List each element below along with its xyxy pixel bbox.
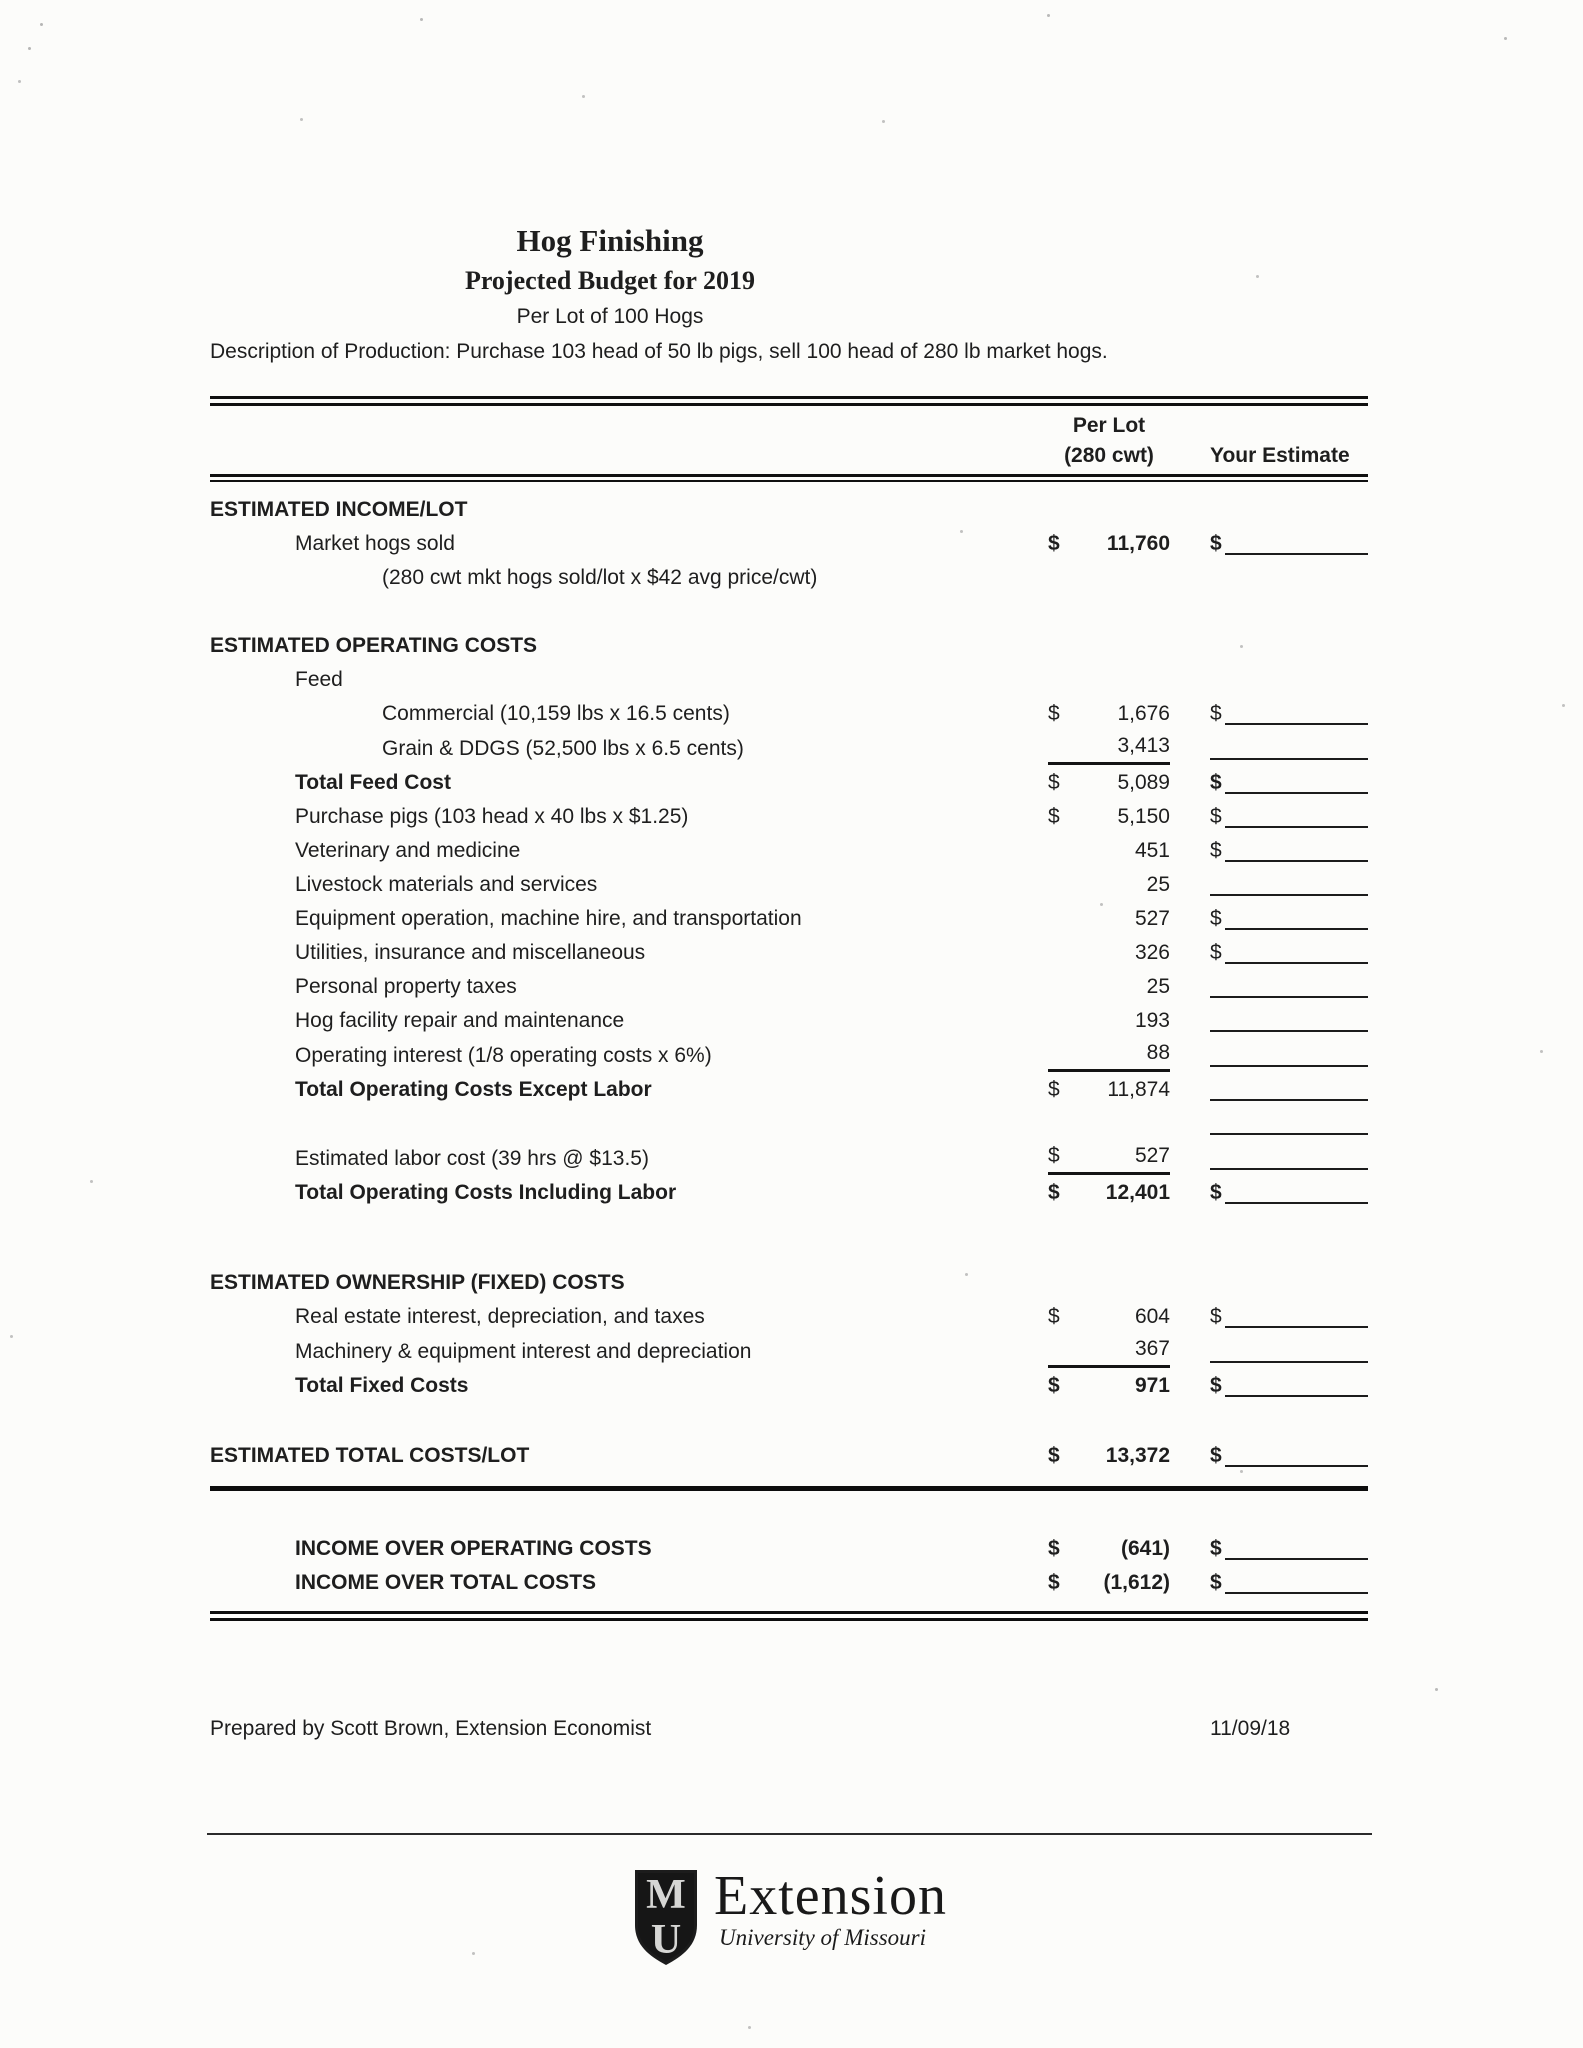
row-label: Real estate interest, depreciation, and taxes xyxy=(295,1305,705,1328)
per-lot-cell xyxy=(1048,1370,1170,1402)
table-row xyxy=(210,765,1368,799)
your-estimate-cell xyxy=(1210,1133,1368,1140)
estimate-write-line xyxy=(1225,1592,1368,1594)
scan-noise xyxy=(420,18,423,21)
per-lot-value: 527 xyxy=(1134,1144,1170,1167)
per-lot-cell xyxy=(1048,698,1170,730)
per-lot-unit: (280 cwt) xyxy=(1064,444,1154,467)
your-estimate-cell xyxy=(1210,996,1368,1003)
your-estimate-cell xyxy=(1210,937,1368,969)
row-label: Total Operating Costs Including Labor xyxy=(295,1181,677,1204)
table-row xyxy=(210,1003,1368,1037)
spacer-row xyxy=(210,594,1368,628)
spacer-row xyxy=(210,1491,1368,1531)
logo-text xyxy=(714,1867,947,1951)
estimate-write-line xyxy=(1225,1202,1368,1204)
your-estimate-cell xyxy=(1210,835,1368,867)
your-estimate-cell xyxy=(1210,894,1368,901)
per-lot-value: 451 xyxy=(1134,839,1170,862)
estimate-dollar-sign: $ xyxy=(1210,702,1222,725)
logo-tagline: University of Missouri xyxy=(719,1925,926,1950)
row-label: Equipment operation, machine hire, and transportation xyxy=(295,907,802,930)
estimate-write-line xyxy=(1225,1395,1368,1397)
per-lot-value: 3,413 xyxy=(1117,734,1170,757)
estimate-write-line xyxy=(1225,792,1368,794)
estimate-write-line xyxy=(1225,826,1368,828)
per-lot-value: 13,372 xyxy=(1105,1444,1170,1467)
your-estimate-cell xyxy=(1210,1065,1368,1072)
table-row xyxy=(210,1140,1368,1175)
estimate-write-line xyxy=(1210,1065,1368,1067)
table-row xyxy=(210,1299,1368,1333)
extension-wordmark: Extension xyxy=(714,1865,947,1927)
row-label: Total Operating Costs Except Labor xyxy=(295,1078,652,1101)
row-label: Commercial (10,159 lbs x 16.5 cents) xyxy=(382,702,730,725)
table-row xyxy=(210,662,1368,696)
per-lot-value: 1,676 xyxy=(1117,702,1170,725)
estimate-write-line xyxy=(1225,723,1368,725)
doc-description: Description of Production: Purchase 103 head of 50 lb pigs, sell 100 head of 280 lb market hogs. xyxy=(210,340,1108,363)
estimate-dollar-sign: $ xyxy=(1210,1571,1222,1594)
estimate-dollar-sign: $ xyxy=(1210,1305,1222,1328)
estimate-write-line xyxy=(1225,1558,1368,1560)
row-label: ESTIMATED OWNERSHIP (FIXED) COSTS xyxy=(210,1271,625,1294)
footer-date: 11/09/18 xyxy=(1210,1717,1291,1740)
row-label: Purchase pigs (103 head x 40 lbs x $1.25) xyxy=(295,805,689,828)
shield-letter-m: M xyxy=(646,1872,686,1918)
your-estimate-cell xyxy=(1210,1301,1368,1333)
your-estimate-cell xyxy=(1210,1370,1368,1402)
estimate-write-line xyxy=(1210,1030,1368,1032)
your-estimate-cell xyxy=(1210,698,1368,730)
estimate-write-line xyxy=(1225,1465,1368,1467)
dollar-sign: $ xyxy=(1048,1305,1060,1328)
table-row xyxy=(210,730,1368,765)
table-row xyxy=(210,560,1368,594)
estimate-write-line xyxy=(1210,1168,1368,1170)
row-label: Total Feed Cost xyxy=(295,771,451,794)
per-lot-value: 11,760 xyxy=(1106,532,1170,555)
row-label: Utilities, insurance and miscellaneous xyxy=(295,941,646,964)
your-estimate-cell xyxy=(1210,1533,1368,1565)
your-estimate-cell xyxy=(1210,801,1368,833)
per-lot-value: 971 xyxy=(1134,1374,1170,1397)
table-row xyxy=(210,1565,1368,1599)
your-estimate-cell xyxy=(1210,903,1368,935)
per-lot-value: 12,401 xyxy=(1105,1181,1170,1204)
footer-prepared-by: Prepared by Scott Brown, Extension Economist xyxy=(210,1717,652,1740)
table-column-headers xyxy=(210,406,1368,474)
dollar-sign: $ xyxy=(1048,1144,1060,1167)
row-label: ESTIMATED INCOME/LOT xyxy=(210,498,468,521)
row-label: INCOME OVER OPERATING COSTS xyxy=(295,1537,652,1560)
per-lot-cell xyxy=(1048,903,1170,935)
spacer-row xyxy=(210,1402,1368,1438)
table-row xyxy=(210,799,1368,833)
per-lot-value: 527 xyxy=(1134,907,1170,930)
row-label: Total Fixed Costs xyxy=(295,1374,469,1397)
per-lot-value: 25 xyxy=(1146,873,1170,896)
per-lot-value: 5,150 xyxy=(1117,805,1170,828)
column-header-per-lot xyxy=(1048,411,1170,471)
row-label: Machinery & equipment interest and depreciation xyxy=(295,1340,752,1363)
footer-divider xyxy=(207,1833,1372,1835)
per-lot-cell xyxy=(1048,801,1170,833)
row-label: Operating interest (1/8 operating costs x 6%) xyxy=(295,1044,712,1067)
column-header-your-estimate: Your Estimate xyxy=(1210,444,1350,467)
per-lot-cell xyxy=(1048,1177,1170,1209)
estimate-dollar-sign: $ xyxy=(1210,1444,1222,1467)
estimate-write-line xyxy=(1210,758,1368,760)
dollar-sign: $ xyxy=(1048,1181,1060,1204)
dollar-sign: $ xyxy=(1048,1571,1060,1594)
row-label: (280 cwt mkt hogs sold/lot x $42 avg price/cwt) xyxy=(382,566,818,589)
estimate-write-line xyxy=(1210,996,1368,998)
per-lot-value: 88 xyxy=(1146,1041,1170,1064)
estimate-dollar-sign: $ xyxy=(1210,532,1222,555)
dollar-sign: $ xyxy=(1048,771,1060,794)
your-estimate-cell xyxy=(1210,1177,1368,1209)
row-label: Hog facility repair and maintenance xyxy=(295,1009,625,1032)
estimate-dollar-sign: $ xyxy=(1210,907,1222,930)
estimate-write-line xyxy=(1225,860,1368,862)
per-lot-cell xyxy=(1048,1440,1170,1472)
table-top-rule xyxy=(210,396,1368,406)
per-lot-cell xyxy=(1048,1533,1170,1565)
your-estimate-cell xyxy=(1210,1567,1368,1599)
estimate-dollar-sign: $ xyxy=(1210,941,1222,964)
per-lot-cell xyxy=(1048,869,1170,901)
row-label: INCOME OVER TOTAL COSTS xyxy=(295,1571,597,1594)
dollar-sign: $ xyxy=(1048,702,1060,725)
per-lot-value: 25 xyxy=(1146,975,1170,998)
your-estimate-cell xyxy=(1210,1168,1368,1175)
row-label: Feed xyxy=(295,668,343,691)
document-header xyxy=(210,0,1108,365)
table-row xyxy=(210,1333,1368,1368)
table-row xyxy=(210,1531,1368,1565)
per-lot-value: 326 xyxy=(1134,941,1170,964)
table-row xyxy=(210,1438,1368,1472)
table-row xyxy=(210,1368,1368,1402)
table-rows xyxy=(210,492,1368,1621)
per-lot-cell xyxy=(1048,971,1170,1003)
per-lot-value: 11,874 xyxy=(1107,1078,1170,1101)
estimate-write-line xyxy=(1210,894,1368,896)
table-row xyxy=(210,526,1368,560)
table-row xyxy=(210,1265,1368,1299)
per-lot-label: Per Lot xyxy=(1072,414,1146,437)
estimate-dollar-sign: $ xyxy=(1210,1374,1222,1397)
your-estimate-cell xyxy=(1210,767,1368,799)
estimate-dollar-sign: $ xyxy=(1210,805,1222,828)
per-lot-value: 604 xyxy=(1134,1305,1170,1328)
estimate-write-line xyxy=(1210,1099,1368,1101)
dollar-sign: $ xyxy=(1048,805,1060,828)
your-estimate-cell xyxy=(1210,1099,1368,1106)
your-estimate-cell xyxy=(1210,758,1368,765)
per-lot-cell xyxy=(1048,1140,1170,1175)
shield-letter-u: U xyxy=(650,1917,682,1963)
doc-title: Hog Finishing xyxy=(516,223,704,258)
row-label: Estimated labor cost (39 hrs @ $13.5) xyxy=(295,1147,649,1170)
row-label: Livestock materials and services xyxy=(295,873,598,896)
per-lot-cell xyxy=(1048,1005,1170,1037)
doc-subtitle: Projected Budget for 2019 xyxy=(464,266,756,295)
spacer-row xyxy=(210,1106,1368,1140)
table-bottom-rule xyxy=(210,1611,1368,1621)
table-row xyxy=(210,833,1368,867)
row-label: Market hogs sold xyxy=(295,532,455,555)
dollar-sign: $ xyxy=(1048,1078,1060,1101)
spacer-row xyxy=(210,1209,1368,1265)
estimate-dollar-sign: $ xyxy=(1210,1181,1222,1204)
estimate-dollar-sign: $ xyxy=(1210,1537,1222,1560)
table-row xyxy=(210,696,1368,730)
estimate-write-line xyxy=(1225,928,1368,930)
row-label: Personal property taxes xyxy=(295,975,517,998)
row-label: ESTIMATED TOTAL COSTS/LOT xyxy=(210,1444,530,1467)
dollar-sign: $ xyxy=(1048,1537,1060,1560)
row-label: Grain & DDGS (52,500 lbs x 6.5 cents) xyxy=(382,737,744,760)
per-lot-cell xyxy=(1048,1333,1170,1368)
mu-shield-icon xyxy=(631,1867,701,1969)
table-header-rule xyxy=(210,474,1368,482)
your-estimate-cell xyxy=(1210,1030,1368,1037)
per-lot-value: 367 xyxy=(1134,1337,1170,1360)
per-lot-cell xyxy=(1048,767,1170,799)
per-lot-cell xyxy=(1048,528,1170,560)
per-lot-value: 5,089 xyxy=(1117,771,1170,794)
estimate-write-line xyxy=(1210,1133,1368,1135)
per-lot-cell xyxy=(1048,937,1170,969)
per-lot-value: 193 xyxy=(1134,1009,1170,1032)
table-row xyxy=(210,1175,1368,1209)
doc-unit-line: Per Lot of 100 Hogs xyxy=(516,305,704,328)
dollar-sign: $ xyxy=(1048,1444,1060,1467)
per-lot-value: (1,612) xyxy=(1103,1571,1170,1594)
per-lot-value: (641) xyxy=(1120,1537,1170,1560)
per-lot-cell xyxy=(1048,835,1170,867)
document-footer xyxy=(210,1715,1368,1743)
estimate-write-line xyxy=(1225,1326,1368,1328)
table-row xyxy=(210,1072,1368,1106)
per-lot-cell xyxy=(1048,1301,1170,1333)
table-row xyxy=(210,935,1368,969)
row-label: Veterinary and medicine xyxy=(295,839,521,862)
table-row xyxy=(210,867,1368,901)
your-estimate-cell xyxy=(1210,1440,1368,1472)
mu-extension-logo xyxy=(210,1867,1368,1969)
your-estimate-cell xyxy=(1210,528,1368,560)
per-lot-cell xyxy=(1048,730,1170,765)
table-row xyxy=(210,969,1368,1003)
estimate-dollar-sign: $ xyxy=(1210,771,1222,794)
per-lot-cell xyxy=(1048,1074,1170,1106)
row-label: ESTIMATED OPERATING COSTS xyxy=(210,634,538,657)
table-row xyxy=(210,628,1368,662)
table-row xyxy=(210,901,1368,935)
estimate-write-line xyxy=(1225,962,1368,964)
estimate-write-line xyxy=(1210,1361,1368,1363)
dollar-sign: $ xyxy=(1048,1374,1060,1397)
dollar-sign: $ xyxy=(1048,532,1060,555)
table-row xyxy=(210,1037,1368,1072)
document-content xyxy=(210,0,1368,1969)
your-estimate-cell xyxy=(1210,1361,1368,1368)
per-lot-cell xyxy=(1048,1567,1170,1599)
per-lot-cell xyxy=(1048,1037,1170,1072)
estimate-write-line xyxy=(1225,553,1368,555)
estimate-dollar-sign: $ xyxy=(1210,839,1222,862)
table-row xyxy=(210,492,1368,526)
